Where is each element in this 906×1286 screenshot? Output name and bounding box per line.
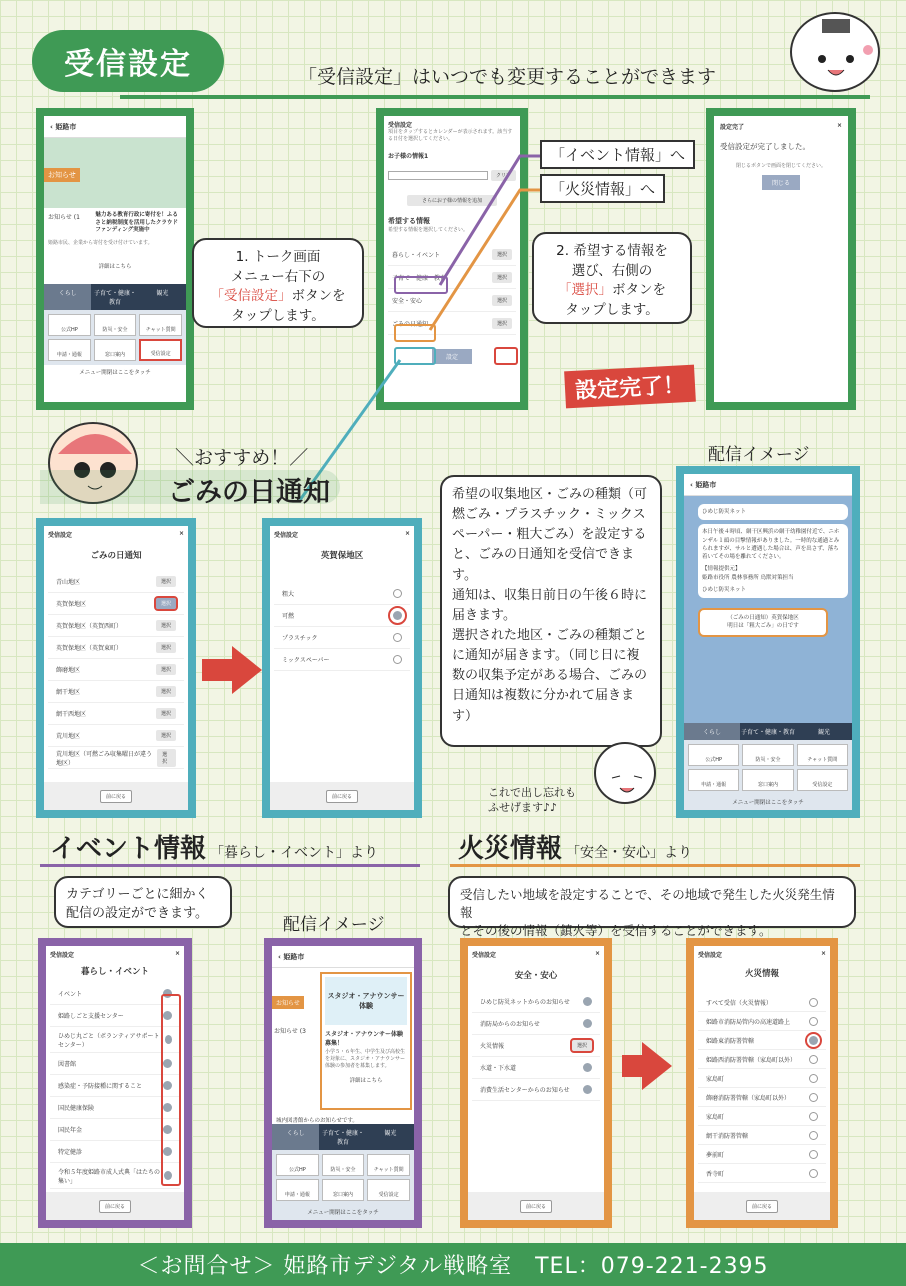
event-sub: 「暮らし・イベント」より [210, 845, 379, 861]
setting-button[interactable]: 設定 [432, 349, 472, 364]
back-button[interactable]: 前に戻る [746, 1200, 778, 1213]
tab-kanko[interactable]: 観光 [817, 729, 830, 736]
settings-intro: 項目をタップするとカレンダーが表示されます。該当する日付を選択してください。 [388, 129, 513, 142]
area-label: 家島町 [706, 1075, 725, 1083]
garbage-notice-2: 明日は「粗大ごみ」の日です [727, 623, 799, 630]
back-button[interactable]: 前に戻る [100, 790, 132, 803]
menu-footer[interactable]: メニュー開閉はここをタッチ [307, 1210, 379, 1216]
done-sub: 閉じるボタンで画面を閉じてください。 [735, 163, 826, 169]
garbage-phone2-frame [262, 518, 422, 818]
menu-bousai[interactable]: 防災・安全 [94, 314, 137, 336]
district-row[interactable] [48, 593, 184, 615]
child-label: お子様の情報1 [388, 153, 429, 160]
category-row[interactable] [472, 1035, 600, 1057]
step2-callout [532, 232, 692, 324]
tab-kanko[interactable]: 観光 [156, 290, 169, 298]
area-row[interactable] [698, 1145, 826, 1164]
garbage-type-row[interactable] [274, 627, 410, 649]
district-row[interactable] [48, 615, 184, 637]
radio-icon[interactable] [809, 1055, 818, 1064]
area-label: 姫路東消防署管轄 [706, 1037, 755, 1045]
mascot-comment [488, 785, 576, 816]
tab-kurashi[interactable]: くらし [44, 284, 91, 310]
footer-contact: ＜お問合せ＞ 姫路市デジタル戦略室 TEL：079-221-2395 [0, 1243, 906, 1286]
arrow-right-icon [202, 646, 262, 694]
settings-header: 受信設定 [388, 122, 413, 129]
select-button[interactable]: 選択 [156, 686, 176, 697]
area-row[interactable] [698, 993, 826, 1012]
select-button[interactable]: 選択 [572, 1040, 592, 1051]
garbage-type-row[interactable] [274, 583, 410, 605]
callout-p1: 希望の収集地区・ごみの種類（可燃ごみ・プラスチック・ミックスペーパー・粗大ごみ）を設定すると、ごみの日通知を受信できます。 [452, 487, 648, 583]
option-label: 安全・安心 [392, 297, 423, 305]
select-button[interactable]: 選択 [156, 708, 176, 719]
step1-line1: 1. トーク画面 [235, 249, 321, 265]
category-label: ひめじ丸ごと（ボランティアサポートセンター） [58, 1032, 160, 1049]
radio-icon[interactable] [809, 1150, 818, 1159]
tab-kosodate[interactable]: 子育て・健康・教育 [93, 290, 136, 307]
checked-icon[interactable] [583, 1085, 592, 1094]
back-button[interactable]: 前に戻る [326, 790, 358, 803]
menu-shinsei[interactable]: 申請・通報 [276, 1179, 319, 1201]
area-row[interactable] [698, 1012, 826, 1031]
close-icon[interactable]: × [174, 950, 180, 957]
event-callout [54, 876, 232, 928]
close-button[interactable]: 閉じる [762, 175, 800, 190]
category-label: 水道・下水道 [480, 1065, 517, 1072]
back-button[interactable]: 前に戻る [99, 1200, 131, 1213]
area-label: 姫路市消防局管内の高速道路上 [706, 1018, 791, 1026]
category-label: 火災情報 [480, 1043, 505, 1050]
option-label: ごみの日通知 [392, 320, 429, 328]
radio-icon[interactable] [393, 589, 402, 598]
category-label: 令和５年度姫路市成人式典「はたちの集い」 [58, 1168, 161, 1185]
source-text: 姫路市役所 農林事務所 鳥獣対策担当 [702, 574, 794, 581]
garbage-notice-1: （ごみの日通知）英賀保地区 [727, 615, 799, 621]
district-row[interactable] [48, 725, 184, 747]
chat-message: 本日午後４時頃、網干区興浜の網干幼稚園付近で、ニホンザル１頭の目撃情報がありました。一時的な通過とみられますが、サルと遭遇した場合は、声を出さず、落ち着いてその場を離れてください。 [702, 529, 840, 560]
back-icon[interactable]: ‹ [50, 122, 56, 131]
library-notice: 城内図書館からのお知らせです。 [276, 1118, 358, 1124]
list-title: 暮らし・イベント [80, 967, 149, 977]
menu-madoguchi[interactable]: 窓口案内 [94, 339, 137, 361]
checked-icon[interactable] [809, 1036, 818, 1045]
area-label: すべて受信（火災情報） [706, 999, 772, 1007]
menu-official-hp[interactable]: 公式HP [276, 1154, 319, 1176]
radio-icon[interactable] [809, 1093, 818, 1102]
menu-madoguchi[interactable]: 窓口案内 [742, 769, 793, 791]
step2-line1: 2. 希望する情報を [556, 243, 668, 259]
callout-p3: 選択された地区・ごみの種類ごとに通知が届きます。（同じ日に複数の収集予定がある場合、ごみの日通知は複数に分かれて届きます） [452, 627, 648, 724]
select-button[interactable]: 選択 [492, 318, 512, 329]
notice-chip: お知らせ [44, 168, 80, 182]
highlight-checks [161, 994, 181, 1186]
add-child-button[interactable]: さらにお子様の情報を追加 [407, 195, 497, 206]
news-label: お知らせ (1 [48, 214, 80, 221]
select-button[interactable]: 選択 [156, 642, 176, 653]
radio-icon[interactable] [809, 998, 818, 1007]
fire-title: 火災情報 [458, 834, 563, 864]
wish-desc: 希望する情報を選択してください。 [388, 227, 469, 233]
recommend-label: ＼おすすめ！／ [175, 447, 309, 469]
event-phone-frame [38, 938, 192, 1228]
select-button[interactable]: 選択 [156, 598, 176, 609]
page-subtitle: 「受信設定」はいつでも変更することができます [298, 66, 717, 88]
arrow-right-icon [622, 1042, 672, 1090]
district-label: 英賀保地区（英賀東町） [56, 645, 123, 652]
checked-icon[interactable] [393, 611, 402, 620]
app-name: 姫路市 [283, 952, 305, 961]
fire-callout-1: 受信したい地域を設定することで、その地域で発生した火災発生情報 [460, 887, 835, 921]
list-title: ごみの日通知 [90, 551, 142, 561]
menu-footer[interactable]: メニュー開閉はここをタッチ [79, 370, 151, 377]
area-row[interactable] [698, 1088, 826, 1107]
fire-phone2-frame [686, 938, 838, 1228]
step1-highlight: 「受信設定」 [210, 288, 292, 305]
menu-jushin-settei[interactable]: 受信設定 [797, 769, 848, 791]
done-header: 設定完了 [720, 124, 745, 131]
menu-jushin-settei[interactable]: 受信設定 [139, 339, 182, 361]
settings-header: 受信設定 [472, 952, 497, 959]
district-row[interactable] [48, 659, 184, 681]
radio-icon[interactable] [393, 633, 402, 642]
list-title: 安全・安心 [514, 971, 558, 981]
fire-phone1-frame [460, 938, 612, 1228]
checked-icon[interactable] [583, 997, 592, 1006]
category-label: 図書館 [58, 1061, 77, 1068]
tab-kanko[interactable]: 観光 [384, 1130, 397, 1137]
category-row[interactable] [472, 1057, 600, 1079]
done-badge: 設定完了！ [564, 365, 696, 409]
step2-line4: タップします。 [565, 301, 659, 318]
select-button[interactable]: 選択 [156, 576, 176, 587]
fire-callout-2: とその後の情報（鎮火等）を受信することができます。 [460, 923, 772, 939]
district-label: 網干西地区 [56, 711, 87, 718]
select-button[interactable]: 選択 [156, 620, 176, 631]
district-label: 飾磨地区 [56, 667, 81, 674]
district-label: 英賀保地区（英賀西町） [56, 623, 123, 630]
select-button[interactable]: 選択 [492, 272, 512, 283]
district-label: 英賀保地区 [56, 601, 87, 608]
close-icon[interactable]: × [404, 530, 410, 537]
mascot-comment-1: これで出し忘れも [488, 786, 576, 799]
settings-header: 受信設定 [274, 532, 299, 539]
menu-official-hp[interactable]: 公式HP [48, 314, 91, 336]
callout-p2: 通知は、収集日前日の午後６時に届きます。 [452, 587, 648, 623]
category-label: ひめじ防災ネットからのお知らせ [480, 999, 570, 1006]
mascot-comment-2: ふせげます♪♪ [488, 801, 558, 815]
event-heading [50, 828, 378, 865]
fire-callout [448, 876, 856, 939]
area-label: 香寺町 [706, 1170, 725, 1178]
event-card[interactable] [320, 972, 412, 1110]
area-label: 飾磨消防署管轄（家島町以外） [706, 1094, 791, 1102]
garbage-type-label: プラスチック [282, 635, 318, 642]
district-label: 青山地区 [56, 579, 81, 586]
area-row[interactable] [698, 1031, 826, 1050]
event-banner: スタジオ・アナウンサー体験 [325, 977, 407, 1025]
settings-header: 受信設定 [698, 952, 723, 959]
close-icon[interactable]: × [178, 530, 184, 537]
list-title: 英賀保地区 [320, 551, 364, 561]
source-title: 【情報提供元】 [702, 566, 741, 573]
select-button[interactable]: 選択 [156, 730, 176, 741]
category-label: 姫路しごと支援センター [58, 1013, 124, 1020]
close-icon[interactable]: × [820, 950, 826, 957]
menu-shinsei[interactable]: 申請・通報 [688, 769, 739, 791]
radio-icon[interactable] [809, 1017, 818, 1026]
category-label: 国民年金 [58, 1127, 83, 1134]
tab-kosodate[interactable]: 子育て・健康・教育 [740, 729, 795, 736]
category-row[interactable] [472, 991, 600, 1013]
checked-icon[interactable] [583, 1063, 592, 1072]
area-row[interactable] [698, 1164, 826, 1183]
chat-sender: ひめじ防災ネット [698, 504, 848, 520]
garbage-image-label: 配信イメージ [708, 445, 810, 465]
district-row[interactable] [48, 637, 184, 659]
tab-kurashi[interactable]: くらし [684, 723, 740, 740]
detail-button[interactable]: 詳細はこちら [349, 1078, 383, 1084]
select-button[interactable]: 選択 [157, 749, 176, 767]
clear-button[interactable]: クリア [491, 170, 516, 181]
garbage-phone1-frame [36, 518, 196, 818]
district-row[interactable] [48, 747, 184, 769]
menu-chat[interactable]: チャット質問 [797, 744, 848, 766]
event-card-body: 小学５・６年生、中学生及び高校生を対象に、スタジオ・アナウンサー体験の参加者を募集します。 [325, 1049, 406, 1069]
step2-line3: ボタンを [612, 282, 666, 299]
radio-icon[interactable] [809, 1074, 818, 1083]
area-row[interactable] [698, 1126, 826, 1145]
district-label: 荒川地区（可燃ごみ収集曜日が違う地区） [56, 750, 153, 767]
wish-title: 希望する情報 [388, 217, 430, 225]
event-title: イベント情報 [50, 834, 207, 864]
fire-underline [450, 864, 860, 867]
tab-kurashi[interactable]: くらし [272, 1124, 319, 1150]
district-label: 荒川地区 [56, 733, 81, 740]
step1-line3: ボタンを [291, 288, 346, 305]
category-label: 国民健康保険 [58, 1105, 95, 1112]
area-label: 網干消防署管轄 [706, 1132, 749, 1140]
menu-chat[interactable]: チャット質問 [367, 1154, 410, 1176]
garbage-type-row[interactable] [274, 605, 410, 627]
tab-kosodate[interactable]: 子育て・健康・教育 [321, 1130, 364, 1146]
event-callout-2: 配信の設定ができます。 [66, 905, 208, 921]
notice-chip: お知らせ [272, 996, 304, 1009]
district-row[interactable] [48, 703, 184, 725]
event-card-title: スタジオ・アナウンサー体験募集！ [325, 1031, 404, 1047]
option-label: 暮らし・イベント [392, 251, 441, 259]
close-icon[interactable]: × [594, 950, 600, 957]
category-label: 特定健診 [58, 1149, 83, 1156]
menu-footer[interactable]: メニュー開閉はここをタッチ [732, 800, 804, 806]
card-title: 魅力ある教育行政に寄付を！ふるさと納税制度を活用したクラウドファンディング実施中 [95, 212, 178, 234]
back-icon[interactable]: ‹ [690, 480, 696, 489]
event-image-label: 配信イメージ [283, 915, 385, 935]
select-button[interactable]: 選択 [492, 295, 512, 306]
category-label: 感染症・予防接種に関すること [58, 1083, 143, 1090]
menu-official-hp[interactable]: 公式HP [688, 744, 739, 766]
menu-bousai[interactable]: 防災・安全 [322, 1154, 365, 1176]
district-row[interactable] [48, 571, 184, 593]
garbage-callout [440, 475, 662, 747]
event-preview-frame [264, 938, 422, 1228]
event-callout-1: カテゴリーごとに細かく [66, 887, 209, 902]
area-label: 姫路西消防署管轄（家島町以外） [706, 1056, 797, 1064]
garbage-type-row[interactable] [274, 649, 410, 671]
checked-icon[interactable] [583, 1019, 592, 1028]
area-row[interactable] [698, 1050, 826, 1069]
close-icon[interactable]: × [836, 122, 842, 129]
settings-header: 受信設定 [48, 532, 73, 539]
step2-highlight: 「選択」 [558, 282, 612, 299]
category-row[interactable] [472, 1013, 600, 1035]
menu-chat[interactable]: チャット質問 [139, 314, 182, 336]
radio-icon[interactable] [393, 655, 402, 664]
tag-event: 「イベント情報」へ [540, 140, 695, 169]
back-icon[interactable]: ‹ [278, 952, 284, 961]
garbage-preview-frame [676, 466, 860, 818]
select-button[interactable]: 選択 [492, 249, 512, 260]
fire-heading [458, 828, 692, 865]
list-title: 火災情報 [744, 969, 779, 979]
fire-sub: 「安全・安心」より [566, 845, 693, 861]
garbage-type-label: 粗大 [282, 591, 295, 598]
chat-sender-2: ひめじ防災ネット [702, 586, 747, 593]
menu-bousai[interactable]: 防災・安全 [742, 744, 793, 766]
area-label: 家島町 [706, 1113, 725, 1121]
category-label: 消防局からのお知らせ [480, 1021, 540, 1028]
district-row[interactable] [48, 681, 184, 703]
detail-button[interactable]: 詳細はこちら [98, 264, 132, 271]
menu-shinsei[interactable]: 申請・通報 [48, 339, 91, 361]
category-row[interactable] [472, 1079, 600, 1101]
garbage-type-label: 可燃 [282, 613, 295, 620]
radio-icon[interactable] [809, 1131, 818, 1140]
select-button[interactable]: 選択 [156, 664, 176, 675]
menu-madoguchi[interactable]: 窓口案内 [322, 1179, 365, 1201]
app-name: 姫路市 [695, 480, 717, 489]
news-label: お知らせ (3 [274, 1028, 306, 1035]
event-underline [40, 864, 420, 867]
settings-header: 受信設定 [50, 952, 75, 959]
page-title: 受信設定 [32, 30, 224, 92]
castle-mascot-icon [594, 742, 656, 804]
step1-line2: メニュー右下の [230, 268, 326, 285]
done-phone-frame [706, 108, 856, 410]
step2-line2: 選び、右側の [571, 262, 653, 279]
radio-icon[interactable] [809, 1112, 818, 1121]
garbage-type-label: ミックスペーパー [282, 657, 330, 664]
back-button[interactable]: 前に戻る [520, 1200, 552, 1213]
tag-fire: 「火災情報」へ [540, 174, 665, 203]
menu-jushin-settei[interactable]: 受信設定 [367, 1179, 410, 1201]
option-label: 子育て・健康・教育 [392, 274, 447, 282]
garbage-title: ごみの日通知 [168, 477, 330, 508]
area-row[interactable] [698, 1107, 826, 1126]
step1-line4: タップします。 [231, 307, 325, 324]
area-row[interactable] [698, 1069, 826, 1088]
category-label: 消費生活センターからのお知らせ [480, 1087, 570, 1094]
radio-icon[interactable] [809, 1169, 818, 1178]
app-name: 姫路市 [55, 122, 77, 131]
done-message: 受信設定が完了しました。 [720, 142, 810, 151]
card-body: 姫路市民、企業から寄付を受け付けています。 [48, 240, 153, 247]
category-label: イベント [58, 991, 83, 998]
district-label: 網干地区 [56, 689, 81, 696]
area-label: 夢前町 [706, 1151, 725, 1159]
